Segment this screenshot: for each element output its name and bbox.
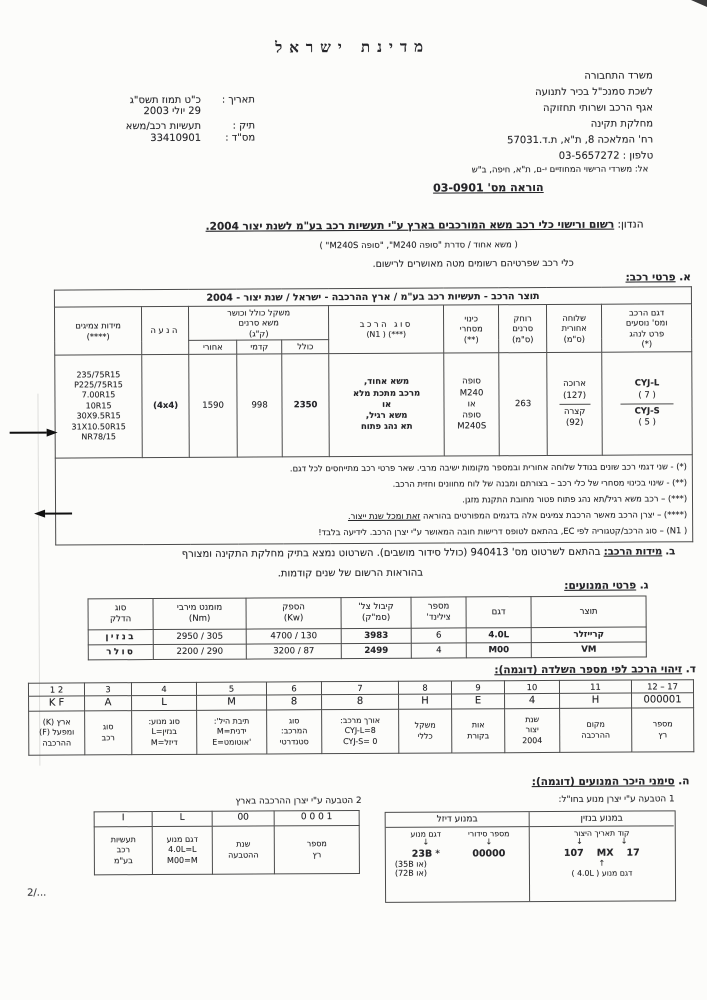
section-c-letter: ג. [639,579,649,592]
header-vehicle-type-note: (***) ( N1) [366,329,407,339]
vin-desc: סוג המרכב: סטנדרטי [267,710,322,754]
header-engine-model: דגם [466,597,531,628]
header-cylinders: מספר צילינד' [411,597,466,628]
stamp2-value: I [94,812,152,827]
vin-desc: סוג רכב [85,711,132,755]
vin-pos: 8 [398,681,451,694]
vin-desc: מקום ההרכבה [560,708,632,752]
phone-line: טלפון : 03-5657272 [558,150,654,162]
ref-value: 33410901 [150,132,202,145]
document-title: מדינת ישראל [275,37,431,57]
section-b-line1 [35,546,675,560]
overhang-short-value: (92) [565,417,584,428]
stamp2-values-row [94,810,359,826]
division-line: אגף הרכב ושרותי תחזוקה [543,102,653,115]
engine1-power: 130 / 4700 [246,629,341,644]
vin-pos: 11 [559,680,631,693]
header-weight-rear: אחורי [189,340,237,354]
vin-pos: 12 – 17 [631,680,693,693]
overhang-long-value: (127) [559,390,590,404]
section-c-heading: פרטי המנועים: [564,579,637,592]
vin-desc: אות בקורת [452,709,505,753]
header-weight-total: כולל [282,340,329,354]
footnote-1: (*) - שני דגמי רכב שונים בגודל שלוחה אחורית ובמספר מקומות ישיבה מרבי. שאר פרטי רכב מתייחסים לכל דגם. [289,461,687,474]
header-engine-maker: תוצר [531,596,646,628]
diesel-model-value: 23B [411,848,433,860]
header-model: דגם הרכב ומס' נוסעים פרט לנהג (*) [602,304,692,353]
stamp2-desc: שנת ההטבעה [212,826,274,874]
model-short: CYJ-S [634,405,660,417]
foreign-engine-stamp-table [385,810,676,903]
ref-label: מס"ד : [225,132,256,144]
model-long-seats: ( 7 ) [621,390,674,404]
ref-row [43,133,255,145]
section-b-text: בהתאם לשרטוט מס' 940413 (כולל סידור מושבים). השרטוט נמצא בתיק מחלקת התקינה ומצורף [181,546,601,560]
vin-desc: משקל כללי [399,709,452,753]
footnote-4-text: (****) – יצרן הרכב מאשר הרכבת צמיגים אלה בדגמים המפורטים בהוראה [420,509,688,521]
vin-pos: 3 [84,683,131,696]
date-value: כ"ט תמוז תשס"ג 29 יולי 2003 [129,94,201,118]
footnote-4-underlined: זאת ומכל שנת ייצור. [347,510,421,522]
section-d-letter: ד. [685,663,696,676]
engine1-cylinders: 6 [411,628,466,643]
diesel-alt-model-2: (או 72B) [394,868,427,878]
header-vehicle-type [329,305,444,354]
stamp2-value: 00 [212,811,274,826]
petrol-datecode-label: קוד תאריך היצור [573,828,630,838]
engine2-maker: VM [531,642,646,658]
subject-label: הנדון: [617,218,644,231]
diesel-engine-header: במנוע דיזל [386,812,530,828]
subject-line [44,218,644,233]
vin-pos: 4 [131,682,196,695]
stamp2-value: L [152,811,212,826]
stamp1-body-row [386,826,675,902]
vin-pos: 7 [321,681,398,694]
model-long: CYJ-L [634,378,660,390]
section-b-heading: מידות הרכב: [603,546,663,558]
engine2-torque: 290 / 2200 [153,644,246,659]
section-e-title [389,775,689,789]
vin-val: H [560,693,632,708]
header-power: הספק (Kw) [246,598,341,629]
margin-arrow-left-icon [34,509,72,517]
page-continuation-marker: 2/... [27,887,47,899]
bureau-line: לשכת סמנכ"ל בכיר לתנועה [535,86,653,99]
section-a-title [491,271,691,284]
meta-block [43,95,255,145]
vin-desc: שנת יצור 2004 [505,709,560,753]
vin-val: L [132,695,197,710]
diesel-model-column [395,829,457,877]
vin-table [28,679,694,756]
petrol-arrows-row [533,837,671,846]
stamp2-desc: מספר רץ [274,825,359,873]
vin-desc: סוג מנוע: L=בנזין M=דיזל [132,710,197,754]
vin-val: M [197,695,267,710]
vin-pos: 10 [504,680,559,693]
section-e-letter: ה. [678,775,690,788]
engine2-displacement: 2499 [341,643,411,658]
petrol-datecode-part: 107 [563,847,584,859]
petrol-model-code: MX [596,847,614,859]
arrow-down-icon: ↓ [576,836,583,846]
approval-note: כלי רכב שפרטיהם רשומים מטה מאושרים לרישום. [372,257,574,270]
file-label: תיק : [232,120,256,132]
vin-val: E [452,694,505,709]
engine2-cylinders: 4 [411,643,466,658]
section-b-line2: בהוראות הרשום של שנים קודמות. [277,567,424,580]
engine1-model: 4.0L [466,628,531,643]
table-a-footnotes [55,455,693,545]
table-a-title: תוצר הרכב - תעשיות רכב בע"מ / ארץ ההרכבה - ישראל / שנת יצור - 2004 [54,287,691,307]
vin-descriptions-row [29,708,694,755]
arrow-down-icon: ↓ [422,837,430,847]
vin-pos: 1 2 [28,683,84,696]
cell-drive: (4x4) [142,354,190,457]
stamp2-descriptions-row [94,825,359,874]
subject-text: רשום ורישוי כלי רכב משא המורכבים בארץ ע"י תעשיות רכב בע"מ לשנת יצור 2004. [205,218,615,233]
section-d-heading: זיהוי הרכב לפי מספר השלדה (דוגמה): [494,663,683,677]
engine2-power: 87 / 3200 [246,644,341,659]
cell-weight-total: 2350 [282,354,330,457]
addressees-line: אל: משרדי הרישוי המחוזיים י-ם, ת"א, חיפה, ב"ש [471,164,649,176]
section-b-letter: ב. [665,546,676,558]
section-d-title [376,663,696,677]
header-vehicle-type-text: סוג הרכב [359,319,413,330]
department-line: מחלקת תקינה [590,118,654,130]
vin-val: 000001 [632,693,694,708]
stamp2-value: 0 0 0 1 [274,810,359,825]
vin-desc: תיבת היל': M=ידנית E=אוטומט' [197,710,267,754]
vin-desc: מספר רץ [632,708,694,752]
vin-val: K F [29,696,85,711]
section-e-heading: סימני היכר המנועים (דוגמה): [531,775,675,789]
engine-row-diesel [88,642,646,660]
header-weight: משקל כולל וכושר משא סרנים (ק"ג) [189,306,329,341]
vin-desc: ארץ (K) ומפעל (F) ההרכבה [29,711,85,755]
margin-arrow-right-icon [10,429,58,437]
subject-subtitle: ( משא אחוד / סדרת "סופה M240", "סופה M240S" ) [319,240,518,252]
vin-pos: 9 [451,681,504,694]
stamp1-title: 1 הטבעה ע"י יצרן מנוע בחו"ל: [558,794,675,805]
engine1-displacement: 3983 [341,628,411,643]
local-assembler-stamp-table [94,810,360,875]
header-trade-name: כינוי מסחרי (**) [444,305,499,353]
vin-val: 4 [505,694,560,709]
section-a-letter: א. [679,271,691,284]
overhang-long: ארוכה [563,379,586,390]
vehicle-details-table [54,286,693,545]
diesel-serial-label: מספר סידורי [468,829,510,839]
office-block [353,68,653,166]
cell-weight-rear: 1590 [189,354,238,457]
header-torque: מומנט מירבי (Nm) [153,598,246,629]
arrow-up-icon: ↑ [598,858,606,868]
diesel-engine-cell [386,827,530,902]
footnote-3: (***) – רכב משא רגיל/תא נהג פתוח פטור מחובת התקנת מזגן. [462,493,688,505]
petrol-stamp-value [533,847,671,859]
engine1-torque: 305 / 2950 [153,629,246,644]
engine2-model: M00 [466,643,531,658]
diesel-alt-model-1: (או 35B) [394,859,427,869]
footnote-2: (**) - שינוי בכינוי מסחרי של כלי רכב – בצורתם ומבנה של לוח מחוונים וחזית הרכב. [392,477,688,489]
diesel-model-label: דגם מנוע [410,829,442,839]
cell-rear-overhang [547,352,603,455]
header-tires: מידות צמיגים (****) [54,307,141,356]
stamp2-desc: תעשיות רכב בע"מ [94,827,152,875]
file-value: תעשיות רכב/משא [125,120,202,133]
footnote-5: ( N1) – סוג הרכב/קטגוריה לפי EC, בהתאם לטופס דרישות חובה המאושר ע"י יצרן הרכב. לידיעה בלבד! [318,525,688,538]
cell-vehicle-type: משא אחוד, מרכב מתכת מלא או משא רגיל, תא נהג פתוח [329,353,445,457]
date-row [43,95,255,118]
cell-weight-front: 998 [237,354,283,457]
vin-pos: 6 [266,682,321,695]
header-weight-front: קדמי [237,340,282,354]
stamp2-title: 2 הטבעה ע"י יצרן ההרכבה בארץ [235,795,362,807]
section-a-heading: פרטי רכב: [625,271,676,284]
header-drive: הנעה [142,306,189,354]
petrol-engine-cell [530,826,674,901]
directive-number: הוראה מס' 03-0901 [433,181,544,195]
stamp2-desc: דגם מנוע 4.0L=L M00=M [152,826,212,874]
header-displacement: קיבול צל' (סמ"ק) [341,597,411,628]
stamp1-header-row [386,811,675,828]
vin-val: H [399,694,452,709]
engine1-fuel: בנזין [88,630,153,645]
vin-val: 8 [322,694,399,709]
header-fuel: סוג הדלק [88,599,153,630]
cell-trade-name: סופה M240 או סופה M240S [444,353,500,456]
diesel-serial-column [458,829,520,877]
vin-pos: 5 [196,682,266,695]
cell-wheelbase: 263 [499,353,548,456]
date-label: תאריך : [221,94,255,106]
arrow-down-icon: ↓ [620,836,628,846]
cell-model [602,352,693,455]
diesel-separator-mark: * [435,848,441,860]
overhang-short: קצרה [563,406,586,417]
engine2-fuel: סולר [88,645,153,660]
vin-desc: אורך מרכב: CYJ-L=8 CYJ-S= 0 [322,709,399,753]
ministry-name: משרד התחבורה [584,70,653,82]
file-row [43,121,255,133]
petrol-datecode-part: 17 [626,847,640,859]
model-short-seats: ( 5 ) [638,417,656,428]
engine1-maker: קרייזלר [531,627,646,643]
arrow-down-icon: ↓ [485,837,493,847]
cell-tires: 235/75R15 P225/75R15 7.00R15 10R15 30X9.5R15 31X10.50R15 NR78/15 [55,355,143,458]
section-c-title [408,579,648,592]
petrol-engine-header: במנוע בנזין [530,811,674,827]
vin-val: 8 [267,695,322,710]
petrol-model-note: דגם מנוע ( 4.0L ) [571,868,633,878]
header-wheelbase: רוחק סרנים (ס"מ) [499,304,547,352]
vin-val: A [85,696,132,711]
diesel-serial-value: 00000 [472,848,506,860]
engines-table [88,595,647,660]
address-line: רח' המלאכה 8, ת"א, ת.ד.57031 [507,134,654,147]
header-rear-overhang: שלוחה אחורית (ס"מ) [547,304,602,352]
